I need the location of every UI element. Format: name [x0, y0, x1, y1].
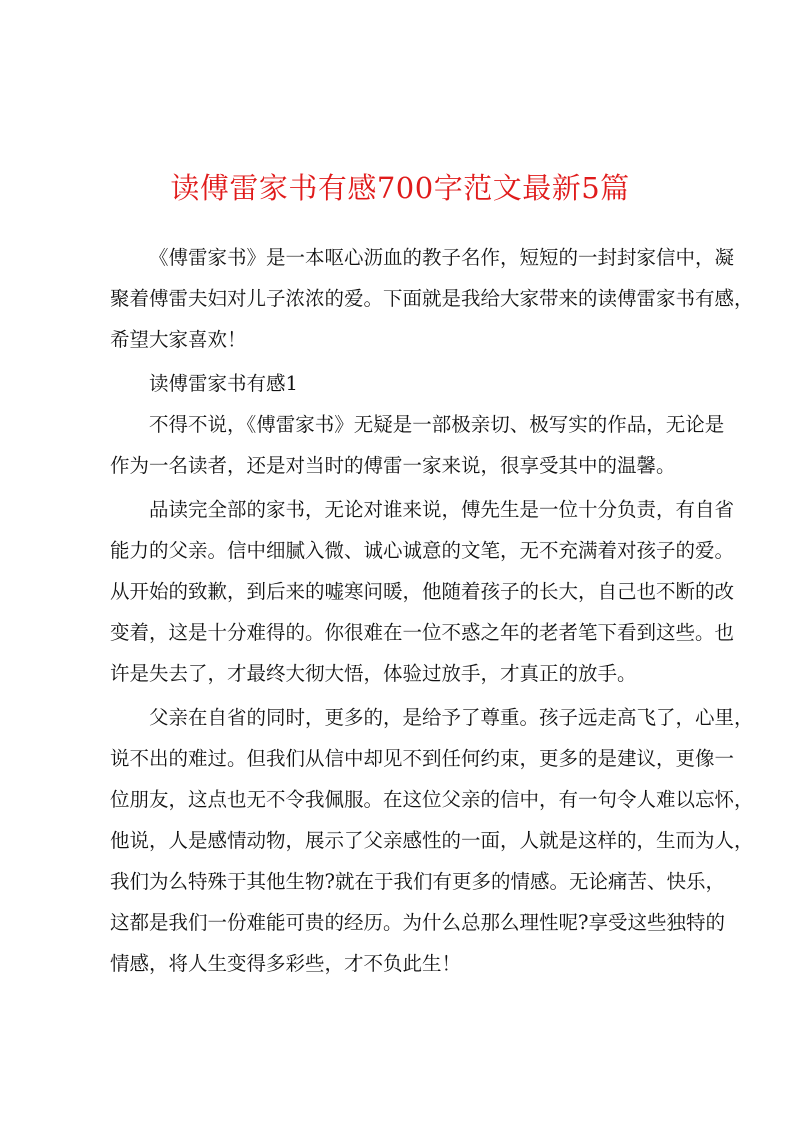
- text-line: 变着，这是十分难得的。你很难在一位不惑之年的老者笔下看到这些。也: [110, 621, 735, 644]
- document-title: 读傅雷家书有感700字范文最新5篇: [170, 171, 630, 205]
- text-line: 从开始的致歉，到后来的嘘寒问暖，他随着孩子的长大，自己也不断的改: [110, 580, 735, 603]
- body-paragraph: [110, 697, 754, 984]
- text-line: 《傅雷家书》是一本呕心沥血的教子名作，短短的一封封家信中，凝: [149, 246, 735, 269]
- text-line: 位朋友，这点也无不令我佩服。在这位父亲的信中，有一句令人难以忘怀，: [110, 788, 754, 811]
- text-line: 不得不说，《傅雷家书》无疑是一部极亲切、极写实的作品，无论是: [149, 413, 725, 436]
- text-line: 父亲在自省的同时，更多的，是给予了尊重。孩子远走高飞了，心里，: [149, 706, 754, 729]
- intro-paragraph: [110, 237, 754, 360]
- text-line: 作为一名读者，还是对当时的傅雷一家来说，很享受其中的温馨。: [110, 454, 676, 477]
- text-line: 这都是我们一份难能可贵的经历。为什么总那么理性呢?享受这些独特的: [110, 911, 725, 934]
- body-paragraph: [110, 404, 725, 486]
- text-line: 许是失去了，才最终大彻大悟，体验过放手，才真正的放手。: [110, 662, 637, 685]
- text-line: 希望大家喜欢！: [110, 328, 247, 351]
- document-body: [110, 237, 754, 984]
- text-line: 能力的父亲。信中细腻入微、诚心诚意的文笔，无不充满着对孩子的爱。: [110, 539, 735, 562]
- body-paragraph: [110, 489, 735, 694]
- text-line: 我们为么特殊于其他生物?就在于我们有更多的情感。无论痛苦、快乐，: [110, 870, 725, 893]
- text-line: 聚着傅雷夫妇对儿子浓浓的爱。下面就是我给大家带来的读傅雷家书有感，: [110, 287, 754, 310]
- text-line: 他说，人是感情动物，展示了父亲感性的一面，人就是这样的，生而为人，: [110, 829, 754, 852]
- text-line: 情感，将人生变得多彩些，才不负此生！: [110, 952, 462, 975]
- section-heading: 读傅雷家书有感1: [149, 372, 298, 395]
- text-line: 说不出的难过。但我们从信中却见不到任何约束，更多的是建议，更像一: [110, 747, 735, 770]
- text-line: 品读完全部的家书，无论对谁来说，傅先生是一位十分负责，有自省: [149, 498, 735, 521]
